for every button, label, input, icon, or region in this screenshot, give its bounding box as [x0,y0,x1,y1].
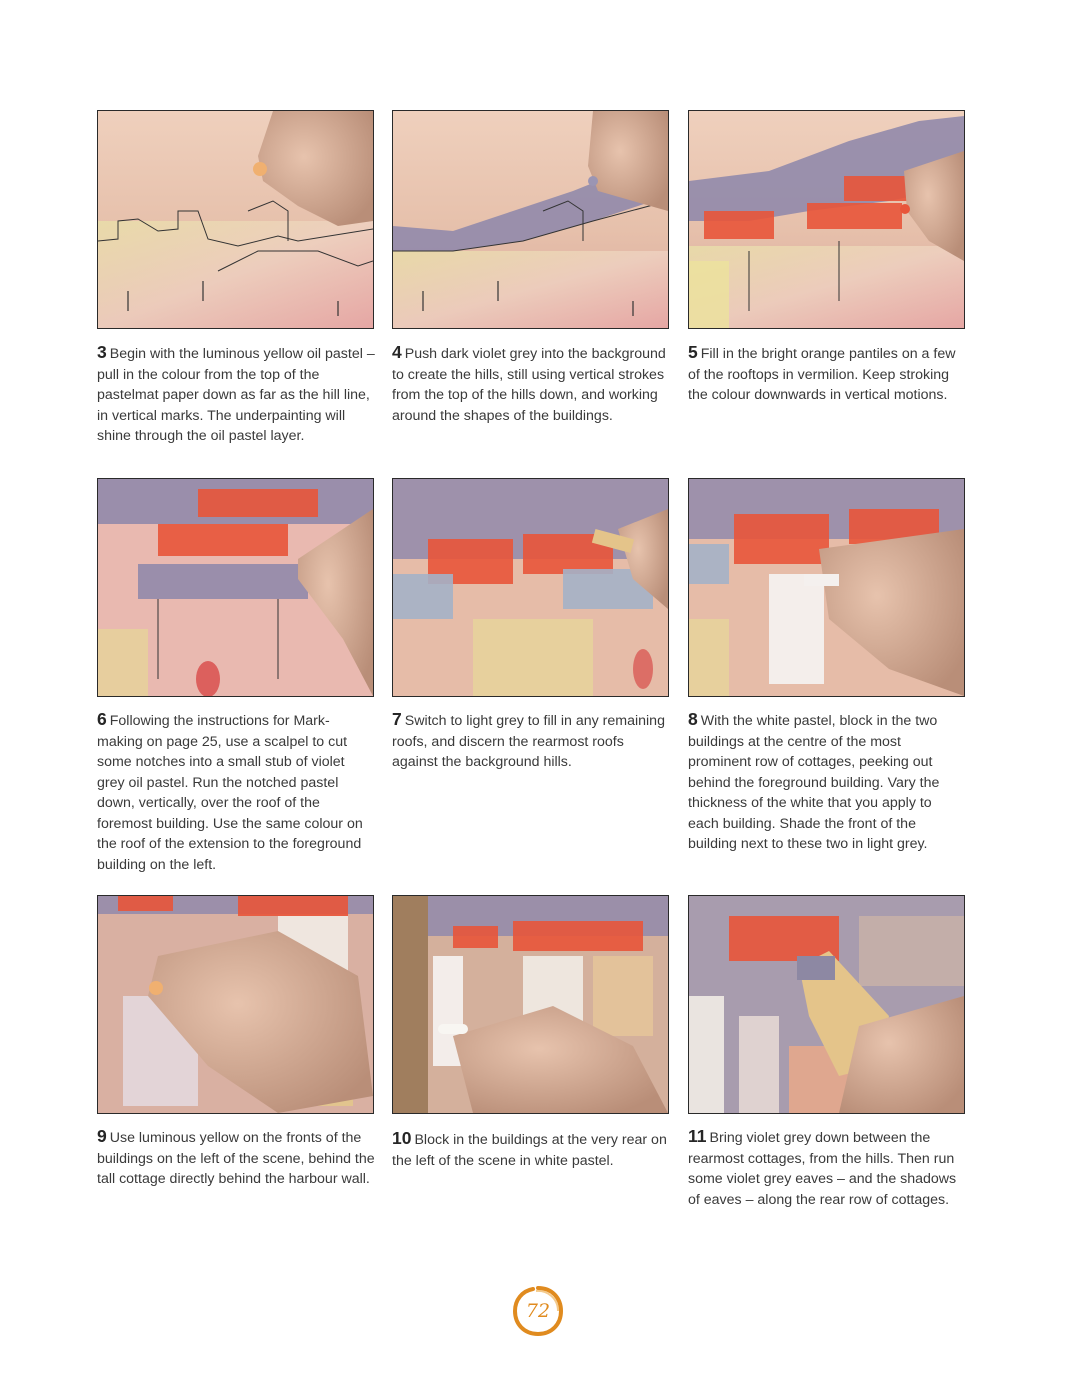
step-text: Push dark violet grey into the background to create the hills, still using vertical strokes from the top of the hills down, and working around the shapes of the buildings. [392,346,666,424]
step-text: Following the instructions for Mark-making on page 25, use a scalpel to cut some notches into a small stub of violet grey oil pastel. Run the notched pastel down, vertically, over the roof of the foremost building. Use the same colour on the roof of the extension to the foreground building on the left. [97,713,363,873]
step-10-caption [392,1128,670,1171]
step-10-photo [392,895,669,1114]
page-number-badge [511,1284,565,1338]
step-number: 10 [392,1128,412,1148]
step-4-photo [392,110,669,329]
step-5-photo [688,110,965,329]
step-text: With the white pastel, block in the two buildings at the centre of the most prominent row of cottages, peeking out behind the foreground building. Vary the thickness of the white that you apply to each building. Shade the front of the building next to these two in light grey. [688,713,940,852]
step-text: Block in the buildings at the very rear on the left of the scene in white pastel. [392,1132,667,1169]
step-8-photo [688,478,965,697]
step-6-caption [97,709,375,875]
step-8-caption [688,709,966,855]
step-9-caption [97,1126,375,1190]
step-text: Fill in the bright orange pantiles on a few of the rooftops in vermilion. Keep stroking the colour downwards in vertical motions. [688,346,956,403]
step-number: 6 [97,709,107,729]
step-6-photo [97,478,374,697]
step-number: 4 [392,342,402,362]
step-9-photo [97,895,374,1114]
page-number: 72 [525,1300,551,1322]
step-number: 5 [688,342,698,362]
step-number: 9 [97,1126,107,1146]
step-text: Begin with the luminous yellow oil pastel – pull in the colour from the top of the pastelmat paper down as far as the hill line, in vertical marks. The underpainting will shine through the oil pastel layer. [97,346,375,444]
step-number: 7 [392,709,402,729]
step-7-caption [392,709,670,773]
step-number: 8 [688,709,698,729]
step-text: Switch to light grey to fill in any remaining roofs, and discern the rearmost roofs against the background hills. [392,713,665,770]
step-11-caption [688,1126,966,1210]
step-5-caption [688,342,966,406]
step-text: Bring violet grey down between the rearmost cottages, from the hills. Then run some violet grey eaves – and the shadows of eaves – along the rear row of cottages. [688,1130,957,1208]
step-7-photo [392,478,669,697]
step-3-caption [97,342,375,447]
step-number: 3 [97,342,107,362]
step-text: Use luminous yellow on the fronts of the buildings on the left of the scene, behind the tall cottage directly behind the harbour wall. [97,1130,375,1187]
step-3-photo [97,110,374,329]
step-4-caption [392,342,670,426]
step-11-photo [688,895,965,1114]
step-number: 11 [688,1126,707,1146]
